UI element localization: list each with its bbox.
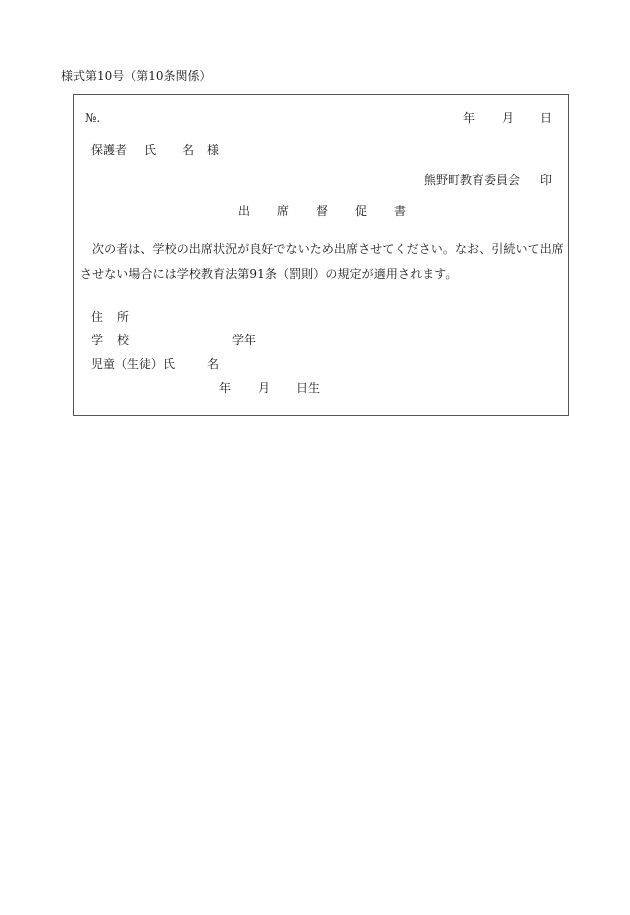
student-name-label-2: 名 [207, 357, 220, 371]
birth-day-label: 日生 [296, 381, 321, 395]
address-label-1: 住 [91, 310, 104, 324]
document-title-char-5: 書 [394, 204, 407, 218]
seal-label: 印 [540, 173, 553, 187]
school-label-1: 学 [91, 333, 104, 347]
reference-number-label: №. [85, 111, 101, 125]
grade-label: 学年 [232, 333, 257, 347]
address-label-2: 所 [117, 310, 130, 324]
notice-body-text: 次の者は、学校の出席状況が良好でないため出席させてください。なお、引続いて出席させない場合には学校教育法第91条（罰則）の規定が適用されます。 [80, 242, 564, 281]
document-title-char-2: 席 [277, 204, 290, 218]
guardian-name-label-1: 氏 [144, 143, 157, 157]
issuer-name: 熊野町教育委員会 [424, 173, 521, 187]
date-month-label: 月 [502, 111, 515, 125]
document-title-char-1: 出 [238, 204, 251, 218]
guardian-name-label-2: 名 [182, 143, 195, 157]
school-label-2: 校 [117, 333, 130, 347]
honorific-label: 様 [207, 143, 220, 157]
document-title-char-4: 促 [355, 204, 368, 218]
birth-month-label: 月 [258, 381, 271, 395]
date-day-label: 日 [540, 111, 553, 125]
document-title-char-3: 督 [316, 204, 329, 218]
date-year-label: 年 [463, 111, 476, 125]
form-number-label: 様式第10号（第10条関係） [61, 69, 212, 83]
student-name-label: 児童（生徒）氏 [91, 357, 176, 371]
birth-year-label: 年 [219, 381, 232, 395]
guardian-label: 保護者 [91, 143, 128, 157]
